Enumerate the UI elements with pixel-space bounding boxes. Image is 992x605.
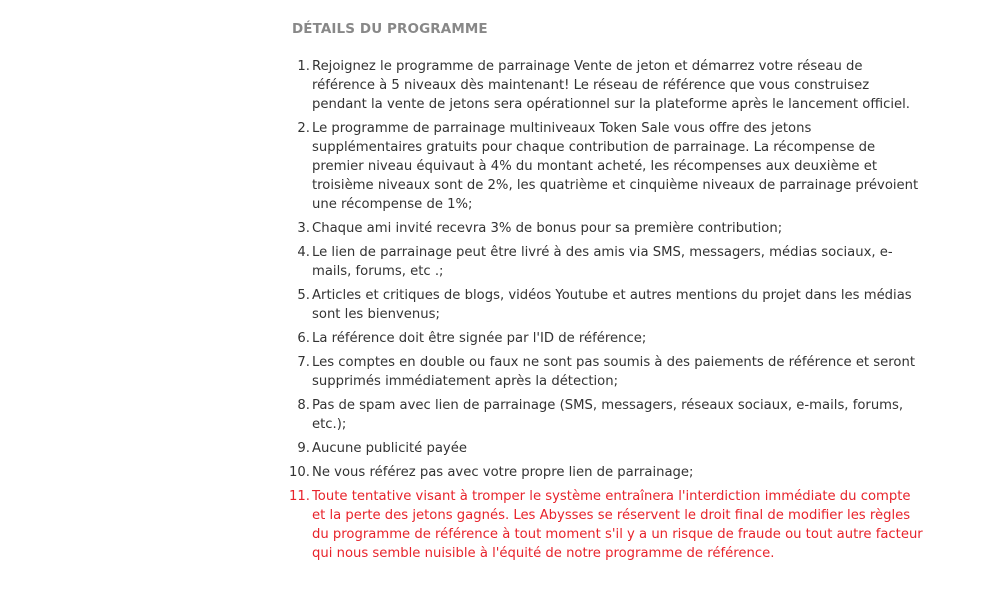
list-item — [292, 243, 924, 281]
list-item-number: 2. — [297, 121, 310, 136]
warning-list-item — [289, 487, 924, 563]
list-item-number: 8. — [297, 398, 310, 413]
list-item-number: 9. — [297, 441, 310, 456]
list-item-number: 4. — [297, 245, 310, 260]
list-item — [292, 119, 924, 214]
list-item — [292, 353, 924, 391]
list-item-text: Aucune publicité payée — [312, 441, 467, 456]
list-item — [292, 396, 924, 434]
list-item-text: Les comptes en double ou faux ne sont pas soumis à des paiements de référence et seront supprimés immédiatement après la détection; — [312, 355, 916, 389]
list-item-number: 10. — [289, 465, 310, 480]
list-item — [289, 463, 924, 482]
list-item-text: Chaque ami invité recevra 3% de bonus pour sa première contribution; — [312, 221, 783, 236]
program-details-section — [289, 20, 924, 568]
list-item-number: 11. — [289, 489, 310, 504]
list-item-text: La référence doit être signée par l'ID de référence; — [312, 331, 647, 346]
list-item-number: 7. — [297, 355, 310, 370]
list-item-text: Articles et critiques de blogs, vidéos Youtube et autres mentions du projet dans les médias sont les bienvenus; — [312, 288, 912, 322]
list-item-text: Le programme de parrainage multiniveaux Token Sale vous offre des jetons supplémentaires gratuits pour chaque contribution de parrainage. La récompense de premier niveau équivaut à 4% du montant acheté, les récompenses aux deuxième et troisième niveaux sont de 2%, les quatrième et cinquième niveaux de parrainage prévoient une récompense de 1%; — [312, 121, 919, 212]
list-item — [292, 219, 924, 238]
list-item-number: 1. — [297, 59, 310, 74]
list-item-number: 3. — [297, 221, 310, 236]
list-item — [292, 439, 924, 458]
list-item — [292, 57, 924, 114]
list-item — [292, 286, 924, 324]
list-item-text: Le lien de parrainage peut être livré à des amis via SMS, messagers, médias sociaux, e-mails, forums, etc .; — [312, 245, 893, 279]
list-item-text: Rejoignez le programme de parrainage Vente de jeton et démarrez votre réseau de référence à 5 niveaux dès maintenant! Le réseau de référence que vous construisez pendant la vente de jetons sera opérationnel sur la plateforme après le lancement officiel. — [312, 59, 910, 112]
list-item-number: 5. — [297, 288, 310, 303]
list-item-text: Ne vous référez pas avec votre propre lien de parrainage; — [312, 465, 694, 480]
rules-list — [289, 57, 924, 563]
list-item — [292, 329, 924, 348]
list-item-text: Toute tentative visant à tromper le système entraînera l'interdiction immédiate du compte et la perte des jetons gagnés. Les Abysses se réservent le droit final de modifier les règles du programme de référence à tout moment s'il y a un risque de fraude ou tout autre facteur qui nous semble nuisible à l'équité de notre programme de référence. — [312, 489, 923, 561]
section-title: DÉTAILS DU PROGRAMME — [292, 21, 488, 37]
list-item-number: 6. — [297, 331, 310, 346]
list-item-text: Pas de spam avec lien de parrainage (SMS, messagers, réseaux sociaux, e-mails, forums, etc.); — [312, 398, 904, 432]
